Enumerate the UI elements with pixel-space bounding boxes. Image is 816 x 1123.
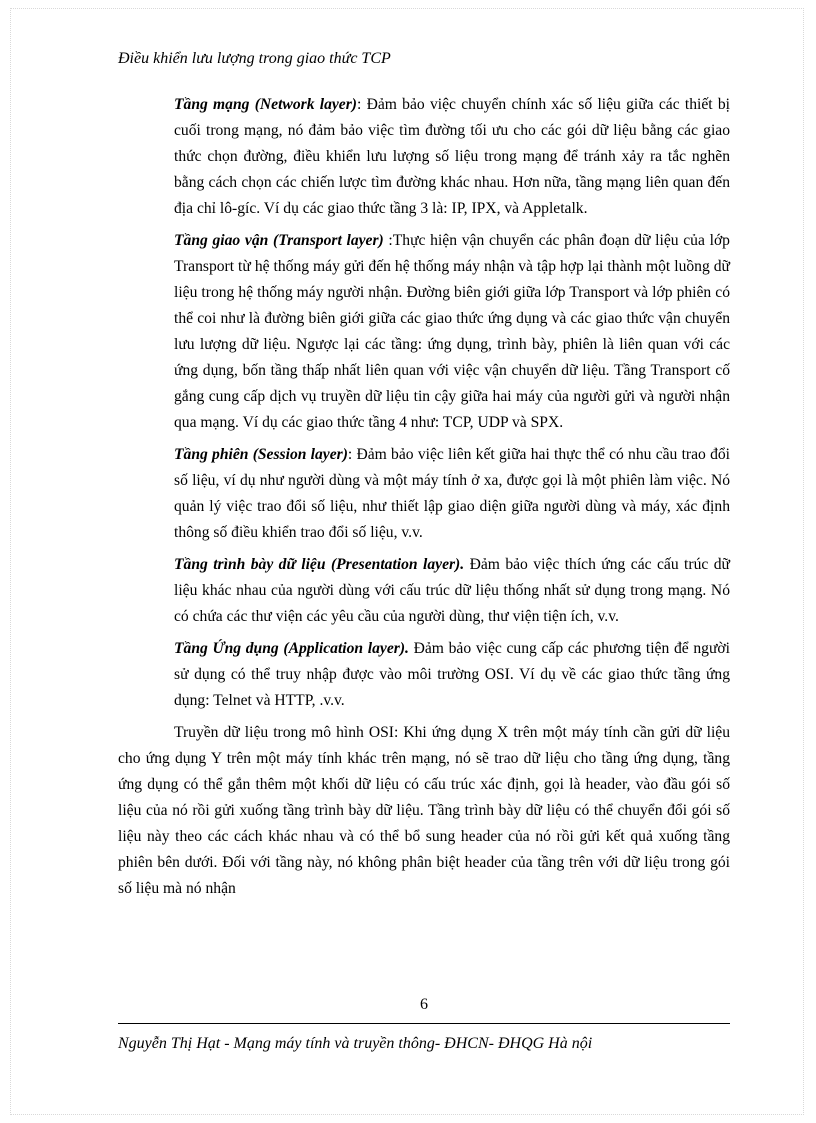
network-layer-paragraph xyxy=(174,92,730,222)
osi-transmission-paragraph: Truyền dữ liệu trong mô hình OSI: Khi ứng dụng X trên một máy tính cần gửi dữ liệu cho ứng dụng Y trên một máy tính khác trên mạng, nó sẽ trao dữ liệu cho tầng ứng dụng, tầng ứng dụng có thể gắn thêm một khối dữ liệu có cấu trúc xác định, gọi là header, vào đầu gói số liệu của nó rồi gửi xuống tầng trình bày dữ liệu. Tầng trình bày dữ liệu có thể chuyển đổi gói số liệu này theo các cách khác nhau và có thể bổ sung header của nó rồi gửi kết quả xuống tầng phiên bên dưới. Đối với tầng này, nó không phân biệt header của tầng trên với dữ liệu trong gói số liệu mà nó nhận xyxy=(118,724,730,897)
session-layer-text: : Đảm bảo việc liên kết giữa hai thực thể có nhu cầu trao đổi số liệu, ví dụ như người dùng và một máy tính ở xa, được gọi là một phiên làm việc. Nó quản lý việc trao đổi số liệu, như thiết lập giao diện giữa người dùng và máy, xác định thông số điều khiển trao đổi số liệu, v.v. xyxy=(174,446,731,541)
footer-divider xyxy=(118,1023,730,1024)
network-layer-term: Tầng mạng (Network layer) xyxy=(174,96,357,113)
page-number: 6 xyxy=(420,996,428,1013)
running-footer: Nguyễn Thị Hạt - Mạng máy tính và truyền thông- ĐHCN- ĐHQG Hà nội xyxy=(118,1035,593,1052)
running-header: Điều khiển lưu lượng trong giao thức TCP xyxy=(118,50,391,67)
body-text xyxy=(118,92,730,902)
presentation-layer-text: Đảm bảo việc thích ứng các cấu trúc dữ liệu khác nhau của người dùng với cấu trúc dữ liệu thống nhất sử dụng trong mạng. Nó có chứa các thư viện các yêu cầu của người dùng, thư viện tiện ích, v.v. xyxy=(174,556,730,625)
application-layer-paragraph xyxy=(174,636,730,714)
transport-layer-text: :Thực hiện vận chuyển các phân đoạn dữ liệu của lớp Transport từ hệ thống máy gửi đến hệ thống máy nhận và tập hợp lại thành một luồng dữ liệu trong hệ thống máy người nhận. Đường biên giới giữa lớp Transport và lớp phiên có thể coi như là đường biên giới giữa các giao thức ứng dụng và các giao thức vận chuyển lưu lượng dữ liệu. Ngược lại các tầng: ứng dụng, trình bày, phiên là liên quan với các ứng dụng, bốn tầng thấp nhất liên quan với việc vận chuyển dữ liệu. Tầng Transport cố gắng cung cấp dịch vụ truyền dữ liệu tin cậy giữa hai máy của người gửi và người nhận qua mạng. Ví dụ các giao thức tầng 4 như: TCP, UDP và SPX. xyxy=(174,232,730,431)
transport-layer-term: Tầng giao vận (Transport layer) xyxy=(174,232,384,249)
session-layer-paragraph xyxy=(174,442,730,546)
presentation-layer-paragraph xyxy=(174,552,730,630)
network-layer-text: : Đảm bảo việc chuyển chính xác số liệu giữa các thiết bị cuối trong mạng, nó đảm bảo việc tìm đường tối ưu cho các gói dữ liệu bằng các giao thức chọn đường, điều khiển lưu lượng số liệu trong mạng để tránh xảy ra tắc nghẽn bằng cách chọn các chiến lược tìm đường khác nhau. Hơn nữa, tầng mạng liên quan đến địa chỉ lô-gíc. Ví dụ các giao thức tầng 3 là: IP, IPX, và Appletalk. xyxy=(174,96,730,217)
transport-layer-paragraph xyxy=(174,228,730,436)
session-layer-term: Tầng phiên (Session layer) xyxy=(174,446,348,463)
application-layer-term: Tầng Ứng dụng (Application layer). xyxy=(174,640,409,657)
application-layer-text: Đảm bảo việc cung cấp các phương tiện để người sử dụng có thể truy nhập được vào môi trường OSI. Ví dụ về các giao thức tầng ứng dụng: Telnet và HTTP, .v.v. xyxy=(174,640,730,709)
presentation-layer-term: Tầng trình bày dữ liệu (Presentation layer). xyxy=(174,556,465,573)
